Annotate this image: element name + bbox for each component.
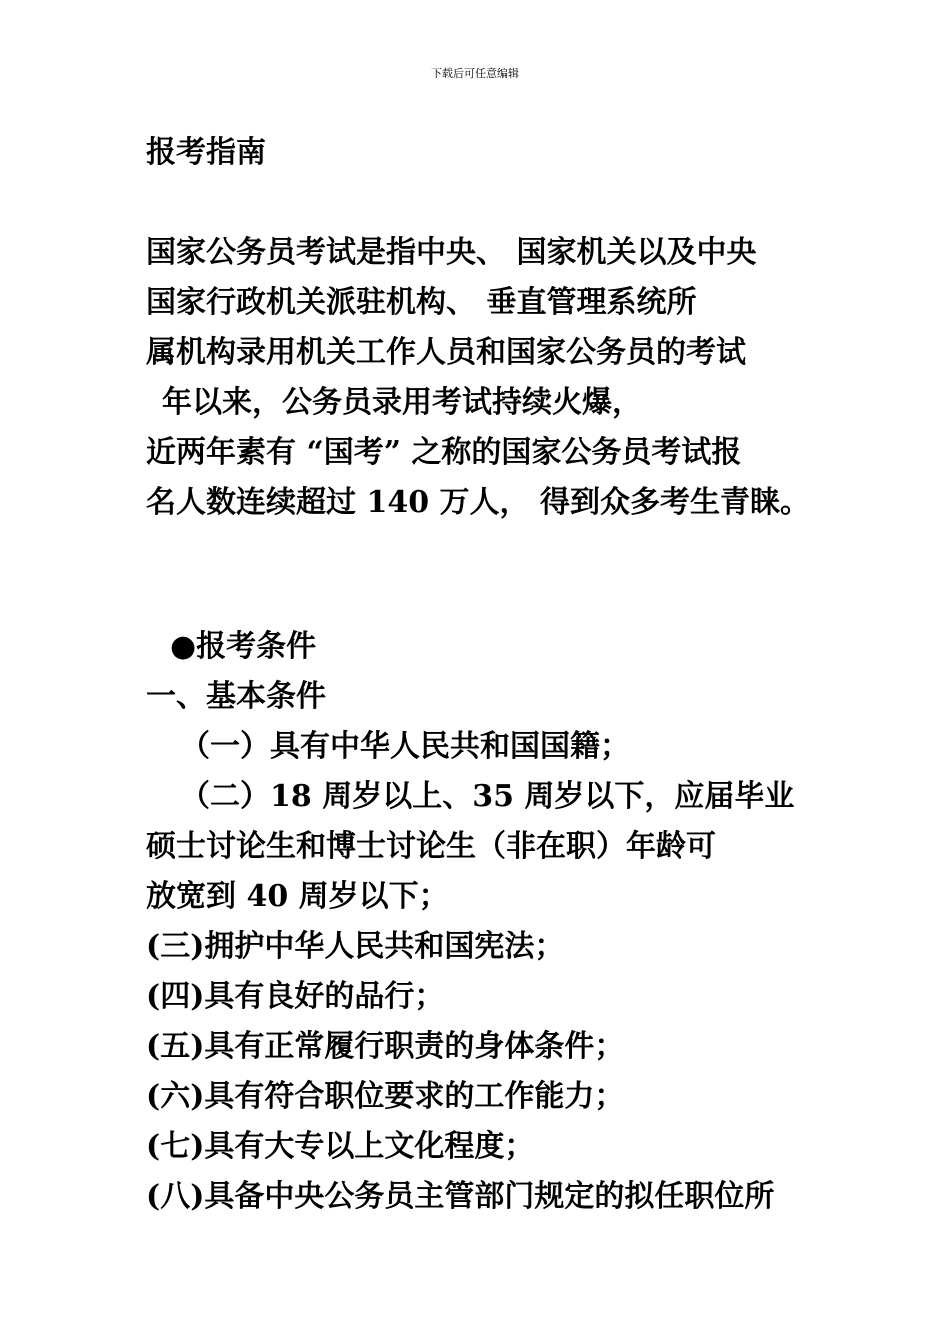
intro-line-4: 年以来，公务员录用考试持续火爆，: [162, 385, 642, 420]
subsection-heading: 一、基本条件: [146, 679, 326, 714]
condition-line-9: (七)具有大专以上文化程度；: [146, 1129, 535, 1164]
condition-line-1: （一）具有中华人民共和国国籍；: [180, 729, 630, 764]
blank-line: [146, 178, 846, 228]
intro-line-2: 国家行政机关派驻机构、 垂直管理系统所: [146, 285, 697, 320]
condition-line-6: (四)具有良好的品行；: [146, 979, 445, 1014]
intro-line-1: 国家公务员考试是指中央、 国家机关以及中央: [146, 235, 757, 270]
condition-line-7: (五)具有正常履行职责的身体条件；: [146, 1029, 625, 1064]
document-title: 报考指南: [146, 135, 266, 170]
section-heading: ●报考条件: [170, 629, 317, 664]
intro-line-5: 近两年素有 “国考” 之称的国家公务员考试报: [146, 435, 742, 470]
condition-line-8: (六)具有符合职位要求的工作能力；: [146, 1079, 625, 1114]
intro-line-6: 名人数连续超过 140 万人， 得到众多考生青睐。: [146, 485, 810, 520]
condition-line-3: 硕士讨论生和博士讨论生（非在职）年龄可: [146, 829, 716, 864]
intro-line-3: 属机构录用机关工作人员和国家公务员的考试: [146, 335, 746, 370]
condition-line-4: 放宽到 40 周岁以下；: [146, 879, 449, 914]
condition-line-5: (三)拥护中华人民共和国宪法；: [146, 929, 565, 964]
document-body: [146, 128, 846, 1222]
blank-space: [146, 528, 846, 622]
condition-line-2: （二）18 周岁以上、35 周岁以下，应届毕业: [180, 779, 795, 814]
page-header: 下载后可任意编辑: [431, 67, 519, 80]
condition-line-10: (八)具备中央公务员主管部门规定的拟任职位所: [146, 1179, 775, 1214]
